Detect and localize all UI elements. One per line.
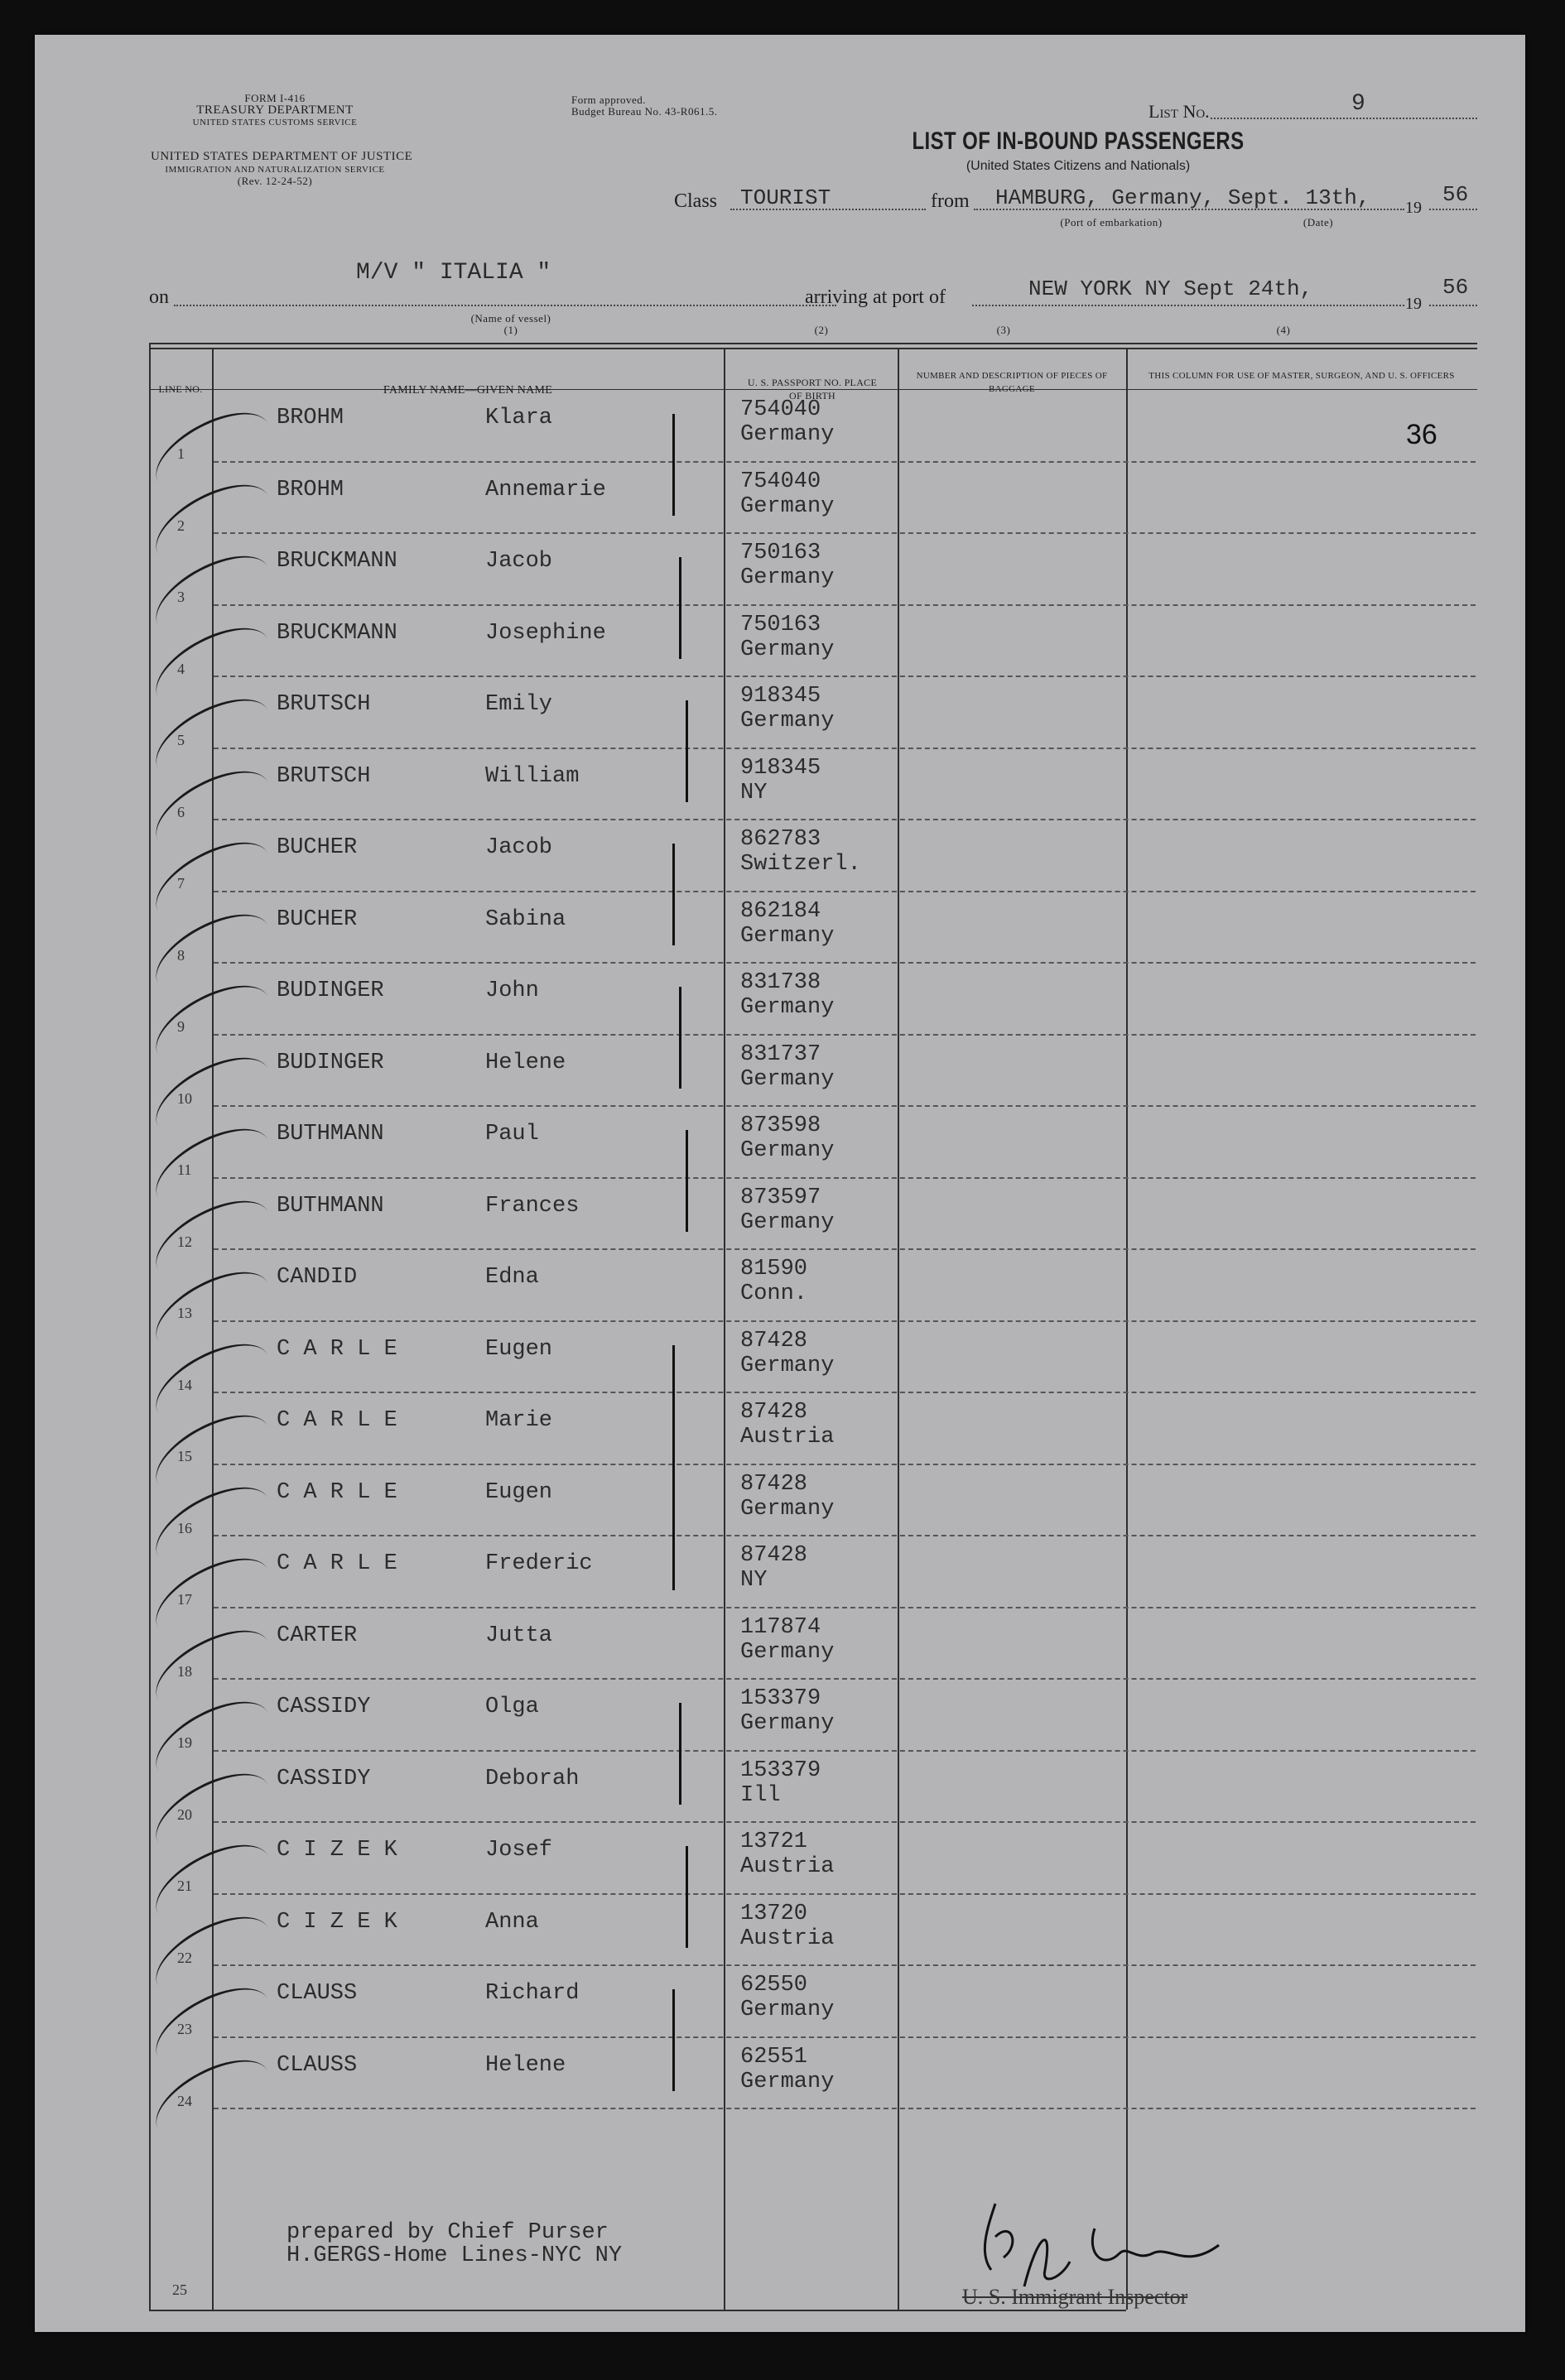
line-number: 5: [177, 732, 185, 748]
passport-number: 750163: [740, 612, 821, 637]
given-name: Edna: [485, 1265, 539, 1290]
family-name: C A R L E: [277, 1479, 397, 1505]
place-of-birth: Germany: [740, 709, 835, 733]
table-bottom-rule: [149, 2310, 1126, 2311]
passport-number: 87428: [740, 1543, 808, 1568]
passport-number: 831737: [740, 1041, 821, 1067]
given-name: Jacob: [485, 835, 553, 860]
on-label: on: [149, 286, 169, 308]
row-divider: [214, 1320, 1476, 1322]
family-name: CARTER: [277, 1623, 358, 1648]
place-of-birth: Germany: [740, 422, 835, 447]
arrival-year: 56: [1442, 275, 1469, 300]
family-group-bracket: [686, 1846, 688, 1948]
manifest-title: LIST OF IN-BOUND PASSENGERS: [912, 127, 1245, 155]
inspector-label: U. S. Immigrant Inspector: [962, 2285, 1188, 2309]
row-divider: [214, 2108, 1476, 2109]
vessel-line: [174, 305, 836, 306]
place-of-birth: Germany: [740, 1066, 835, 1092]
family-name: CLAUSS: [277, 2052, 358, 2078]
place-of-birth: Germany: [740, 1209, 835, 1235]
row-divider: [214, 1821, 1476, 1823]
family-group-bracket: [672, 1345, 675, 1590]
place-of-birth: Germany: [740, 1353, 835, 1378]
header-line-no: LINE NO.: [158, 383, 203, 395]
family-name: C A R L E: [277, 1551, 397, 1576]
family-group-bracket: [672, 844, 675, 945]
given-name: Josef: [485, 1838, 553, 1863]
given-name: Paul: [485, 1122, 539, 1147]
row-divider: [214, 1535, 1476, 1536]
place-of-birth: Germany: [740, 923, 835, 949]
row-divider: [214, 2036, 1476, 2038]
given-name: Richard: [485, 1981, 580, 2006]
line-number: 20: [177, 1805, 192, 1823]
family-group-bracket: [672, 414, 675, 516]
passport-number: 81590: [740, 1257, 808, 1281]
row-divider: [214, 819, 1476, 820]
line-number: 8: [177, 946, 185, 964]
family-name: CANDID: [277, 1265, 358, 1290]
customs-label: UNITED STATES CUSTOMS SERVICE: [192, 118, 358, 127]
vessel-caption: (Name of vessel): [470, 312, 551, 325]
family-name: CLAUSS: [277, 1981, 358, 2006]
passport-number: 873598: [740, 1113, 821, 1138]
passport-number: 153379: [740, 1757, 821, 1783]
family-name: BUDINGER: [277, 978, 384, 1003]
line-number: 10: [177, 1089, 192, 1107]
line-number: 19: [177, 1734, 192, 1751]
treasury-label: TREASURY DEPARTMENT: [196, 103, 354, 117]
col4-number: (4): [1276, 324, 1291, 336]
row-divider: [214, 1248, 1476, 1250]
family-name: BUTHMANN: [277, 1193, 384, 1219]
passport-number: 87428: [740, 1400, 808, 1425]
line-number: 11: [177, 1161, 192, 1178]
prepared-by: prepared by Chief Purser: [287, 2220, 609, 2245]
passport-number: 13721: [740, 1829, 808, 1854]
family-name: BRUTSCH: [277, 692, 371, 717]
class-value: TOURIST: [740, 185, 831, 210]
passport-number: 13720: [740, 1901, 808, 1926]
family-name: BROHM: [277, 477, 344, 502]
line-number: 3: [177, 589, 185, 605]
line-number: 13: [177, 1305, 192, 1321]
passport-number: 918345: [740, 684, 821, 709]
row-divider: [214, 1392, 1476, 1393]
row-divider: [214, 1464, 1476, 1465]
family-name: CASSIDY: [277, 1766, 371, 1791]
family-group-bracket: [686, 700, 688, 802]
list-no-line: [1211, 118, 1477, 119]
passport-number: 754040: [740, 397, 821, 422]
revision-label: (Rev. 12-24-52): [237, 175, 313, 187]
family-name: CASSIDY: [277, 1695, 371, 1719]
table-top-rule-2: [149, 348, 1477, 349]
form-number: FORM I-416: [244, 92, 306, 104]
vessel-name: M/V " ITALIA ": [356, 260, 551, 286]
family-name: BROHM: [277, 406, 344, 430]
row-divider: [214, 1034, 1476, 1036]
row-divider: [214, 676, 1476, 677]
passport-number: 862783: [740, 827, 821, 852]
given-name: Emily: [485, 692, 553, 717]
given-name: Frances: [485, 1193, 580, 1219]
place-of-birth: Germany: [740, 2069, 835, 2094]
line-number: 17: [177, 1591, 192, 1608]
line-number: 18: [177, 1662, 192, 1680]
place-of-birth: Germany: [740, 637, 835, 662]
family-group-bracket: [679, 1703, 681, 1805]
family-name: C I Z E K: [277, 1838, 397, 1863]
given-name: Helene: [485, 2052, 566, 2078]
family-name: BRUTSCH: [277, 763, 371, 789]
row-divider: [214, 1105, 1476, 1107]
place-of-birth: Germany: [740, 1639, 835, 1665]
passport-number: 62551: [740, 2044, 808, 2070]
col-rule-passport: [898, 348, 899, 2310]
passport-number: 153379: [740, 1686, 821, 1711]
header-baggage: NUMBER AND DESCRIPTION OF PIECES OF BAGGAGE: [916, 371, 1108, 394]
line-number-25: 25: [172, 2281, 187, 2298]
header-passport: U. S. PASSPORT NO. PLACE OF BIRTH: [747, 377, 878, 401]
year-prefix-1: 19: [1405, 199, 1422, 217]
row-divider: [214, 891, 1476, 892]
row-divider: [214, 1177, 1476, 1179]
family-name: BUTHMANN: [277, 1122, 384, 1147]
line-number: 22: [177, 1949, 192, 1966]
family-group-bracket: [679, 557, 681, 659]
vessel-col-number: (1): [503, 324, 518, 336]
place-of-birth: Ill: [740, 1782, 781, 1808]
given-name: Helene: [485, 1050, 566, 1075]
line-number: 9: [177, 1018, 185, 1035]
family-name: BUCHER: [277, 906, 358, 932]
col-rule-baggage: [1126, 348, 1128, 2310]
given-name: Frederic: [485, 1551, 593, 1576]
given-name: Anna: [485, 1909, 539, 1935]
family-name: C A R L E: [277, 1336, 397, 1362]
line-number: 2: [177, 517, 185, 534]
passport-number: 62550: [740, 1973, 808, 1998]
family-group-bracket: [686, 1130, 688, 1232]
manifest-subtitle: (United States Citizens and Nationals): [965, 159, 1191, 173]
given-name: Annemarie: [485, 477, 606, 502]
col3-number: (3): [996, 324, 1011, 336]
passport-number: 831738: [740, 970, 821, 995]
row-divider: [214, 461, 1476, 463]
manifest-sheet: [35, 35, 1525, 2332]
given-name: Josephine: [485, 620, 606, 646]
place-of-birth: Germany: [740, 565, 835, 590]
arrival-line: [972, 305, 1404, 306]
row-divider: [214, 1607, 1476, 1608]
date-caption: (Date): [1303, 216, 1334, 228]
class-label: Class: [674, 190, 718, 212]
justice-label: UNITED STATES DEPARTMENT OF JUSTICE: [151, 150, 413, 163]
line-number: 12: [177, 1233, 192, 1250]
margin-note: 36: [1406, 419, 1437, 450]
given-name: Olga: [485, 1695, 539, 1719]
line-number: 1: [177, 445, 185, 462]
passport-number: 117874: [740, 1614, 821, 1640]
year-line-2: [1429, 305, 1477, 306]
embarkation-value: HAMBURG, Germany, Sept. 13th,: [995, 185, 1370, 210]
passport-number: 87428: [740, 1328, 808, 1353]
given-name: Jacob: [485, 549, 553, 574]
place-of-birth: Austria: [740, 1854, 835, 1879]
given-name: Deborah: [485, 1766, 580, 1791]
row-divider: [214, 1750, 1476, 1752]
place-of-birth: Germany: [740, 995, 835, 1020]
from-label: from: [931, 190, 970, 212]
family-name: BRUCKMANN: [277, 620, 397, 646]
family-name: C A R L E: [277, 1408, 397, 1433]
embarkation-year: 56: [1442, 182, 1469, 207]
line-number: 21: [177, 1878, 192, 1894]
passport-number: 918345: [740, 755, 821, 781]
header-officers: THIS COLUMN FOR USE OF MASTER, SURGEON, AND U. S. OFFICERS: [1148, 371, 1455, 381]
family-group-bracket: [679, 987, 681, 1089]
place-of-birth: Germany: [740, 1496, 835, 1522]
budget-bureau: Budget Bureau No. 43-R061.5.: [571, 105, 718, 118]
line-number: 15: [177, 1448, 192, 1464]
given-name: Jutta: [485, 1623, 553, 1648]
row-divider: [214, 604, 1476, 606]
list-no-value: 9: [1351, 91, 1365, 117]
given-name: Sabina: [485, 906, 566, 932]
family-name: BUCHER: [277, 835, 358, 860]
line-number: 23: [177, 2021, 192, 2037]
row-divider: [214, 1964, 1476, 1966]
purser-name: H.GERGS-Home Lines-NYC NY: [287, 2243, 623, 2268]
passport-number: 873597: [740, 1185, 821, 1210]
place-of-birth: NY: [740, 780, 768, 805]
passport-number: 87428: [740, 1471, 808, 1497]
arrival-value: NEW YORK NY Sept 24th,: [1028, 276, 1313, 301]
given-name: Klara: [485, 406, 553, 430]
given-name: Eugen: [485, 1479, 553, 1505]
line-number: 14: [177, 1376, 192, 1393]
place-of-birth: NY: [740, 1568, 768, 1593]
family-name: BUDINGER: [277, 1050, 384, 1075]
year-prefix-2: 19: [1405, 295, 1422, 313]
inspector-signature: [946, 2187, 1277, 2295]
row-divider: [214, 532, 1476, 534]
given-name: John: [485, 978, 539, 1003]
given-name: Eugen: [485, 1336, 553, 1362]
form-approved: Form approved.: [571, 94, 647, 106]
family-name: C I Z E K: [277, 1909, 397, 1935]
row-divider: [214, 962, 1476, 964]
family-group-bracket: [672, 1989, 675, 2091]
passport-number: 754040: [740, 469, 821, 494]
given-name: William: [485, 763, 580, 789]
line-number: 4: [177, 660, 185, 677]
place-of-birth: Austria: [740, 1926, 835, 1951]
place-of-birth: Germany: [740, 1998, 835, 2022]
col-rule-name: [724, 348, 725, 2310]
table-top-rule: [149, 343, 1477, 344]
ins-label: IMMIGRATION AND NATURALIZATION SERVICE: [165, 165, 385, 175]
place-of-birth: Switzerl.: [740, 852, 861, 877]
header-name: FAMILY NAME—GIVEN NAME: [383, 384, 553, 397]
list-no-label: List No.: [1148, 101, 1210, 122]
family-name: BRUCKMANN: [277, 549, 397, 574]
place-of-birth: Conn.: [740, 1281, 808, 1306]
line-number: 6: [177, 803, 185, 820]
row-divider: [214, 1893, 1476, 1895]
row-divider: [214, 748, 1476, 749]
place-of-birth: Germany: [740, 1138, 835, 1163]
year-line-1: [1429, 209, 1477, 210]
arriving-label: arriving at port of: [805, 286, 946, 308]
row-divider: [214, 1678, 1476, 1680]
col-rule-left: [149, 343, 151, 2310]
line-number: 16: [177, 1519, 192, 1536]
line-number: 24: [177, 2092, 192, 2109]
col2-number: (2): [814, 324, 829, 336]
place-of-birth: Austria: [740, 1425, 835, 1450]
passport-number: 750163: [740, 541, 821, 565]
line-number: 7: [177, 875, 185, 892]
embarkation-caption: (Port of embarkation): [1060, 216, 1163, 228]
passport-number: 862184: [740, 898, 821, 924]
place-of-birth: Germany: [740, 493, 835, 519]
place-of-birth: Germany: [740, 1711, 835, 1736]
given-name: Marie: [485, 1408, 553, 1433]
